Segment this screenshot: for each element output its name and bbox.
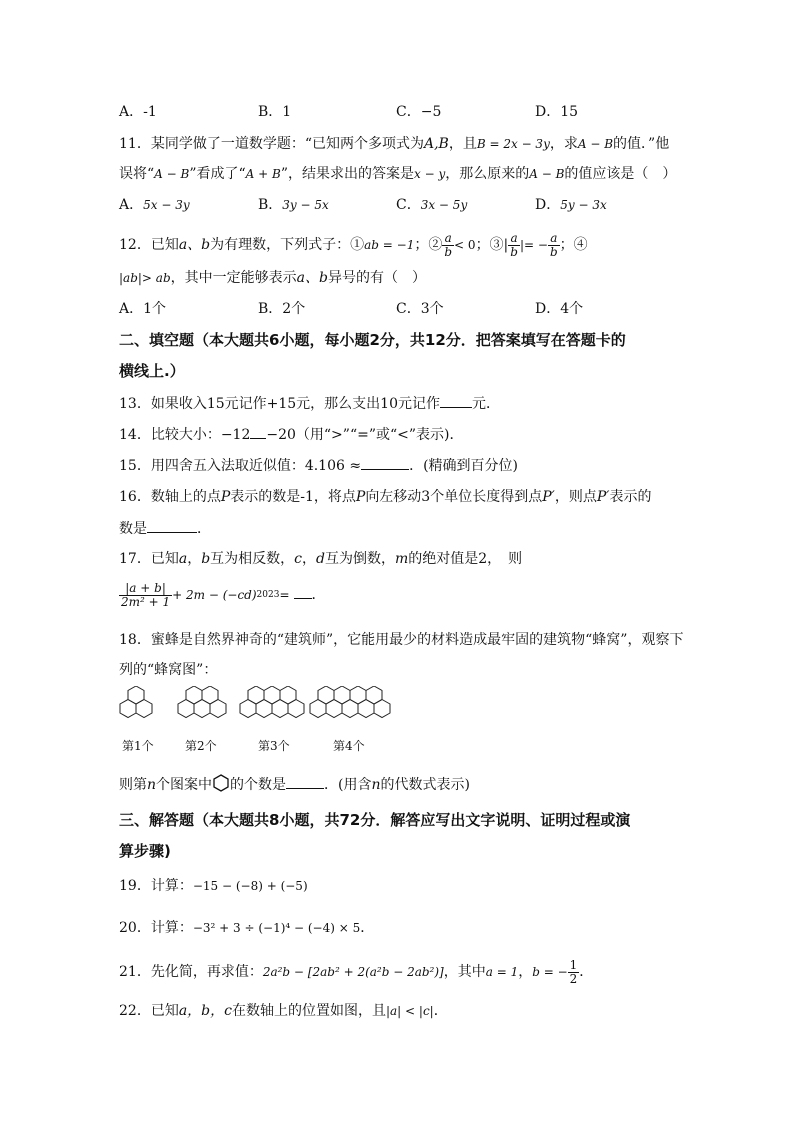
- q22-text: 在数轴上的位置如图，且: [231, 1003, 386, 1019]
- q17-text: ．: [311, 587, 326, 603]
- q16-text: 表示的数是-1，将点: [230, 489, 356, 505]
- q11-text: 的值．”他: [613, 136, 670, 152]
- q11-a-plus-b: A + B: [245, 167, 281, 181]
- q12-fraction: $\frac{a}{b}$: [510, 230, 518, 259]
- q14: [119, 424, 464, 445]
- q22-vars: a，b，c: [178, 1003, 232, 1019]
- q21-cond: b = −: [532, 965, 568, 979]
- q11-answer-expr: x − y: [414, 167, 446, 181]
- q13-text: 13．如果收入15元记作+15元，那么支出10元记作: [119, 396, 440, 412]
- q21-text: 21．先化简，再求值：: [119, 964, 263, 980]
- q12-line1: [119, 228, 588, 262]
- honeycomb-label-1: 第1个: [122, 739, 154, 753]
- q13: [119, 393, 500, 414]
- q11-option-d[interactable]: D．5y − 3x: [535, 197, 607, 213]
- q11-text: ，求: [549, 136, 578, 152]
- q21: [119, 955, 593, 989]
- q18-question: [119, 774, 470, 795]
- q18-n: n: [147, 777, 157, 793]
- q10-option-a[interactable]: A．-1: [119, 104, 157, 120]
- q18-text: ．(用含: [324, 777, 372, 793]
- hexagon-icon: [212, 774, 230, 792]
- q11-option-b[interactable]: B．3y − 5x: [258, 197, 329, 213]
- q18-line2: 列的“蜂窝图”：: [119, 662, 218, 678]
- q10-option-b[interactable]: B．1: [258, 104, 292, 120]
- q20-expr: −3² + 3 ÷ (−1)⁴ − (−4) × 5: [192, 921, 361, 935]
- honeycomb-figure-1: [120, 686, 152, 718]
- q16-text: 表示的: [609, 489, 652, 505]
- q11-text: ”看成了“: [189, 166, 246, 182]
- q14-text: −20（用“>”“=”或“<”表示)．: [266, 427, 464, 443]
- q12-expr-3: |= −: [519, 238, 548, 252]
- section3-heading: 三、解答题（本大题共8小题，共72分．解答应写出文字说明、证明过程或演: [119, 811, 631, 829]
- q18-line1: 18．蜜蜂是自然界神奇的“建筑师”，它能用最少的材料造成最牢固的建筑物“蜂窝”，观察下: [119, 632, 684, 648]
- q16-text: ．: [197, 521, 211, 537]
- q12-text: ，其中一定能够表示: [170, 270, 297, 286]
- q18-text: 的个数是: [230, 777, 287, 793]
- honeycomb-figure-3: [240, 686, 304, 718]
- q17-text: 互为相反数，: [210, 551, 295, 567]
- q12-text: ；④: [559, 237, 588, 253]
- q11-b-expr: B = 2x − 3y: [476, 137, 550, 151]
- q19-expr: −15 − (−8) + (−5): [192, 879, 308, 893]
- q22-text: ．: [433, 1003, 448, 1019]
- q20-text: ．: [360, 920, 375, 936]
- q12-fraction: $\frac{a}{b}$: [444, 230, 453, 259]
- q16-point: P: [220, 489, 231, 505]
- q11-option-c[interactable]: C．3x − 5y: [396, 197, 468, 213]
- answer-blank[interactable]: [250, 424, 266, 439]
- q21-expr: 2a²b − [2ab² + 2(a²b − 2ab²)]: [262, 965, 444, 979]
- q15-text: 15．用四舍五入法取近似值：4.106 ≈: [119, 458, 362, 474]
- section2-heading: 二、填空题（本大题共6小题，每小题2分，共12分．把答案填写在答题卡的: [119, 331, 626, 349]
- q11-line2: [119, 164, 676, 184]
- q18-n: n: [371, 777, 381, 793]
- q17-var: m: [394, 551, 409, 567]
- answer-blank[interactable]: [286, 774, 324, 789]
- q13-text: 元．: [472, 396, 500, 412]
- q12-text: 12．已知: [119, 237, 179, 253]
- q15-text: ．(精确到百分位): [409, 458, 519, 474]
- answer-blank[interactable]: [147, 518, 197, 533]
- q19: [119, 876, 308, 896]
- q11-text: ，且: [448, 136, 477, 152]
- q15: [119, 455, 518, 476]
- q22-cond: |a| < |c|: [385, 1004, 434, 1018]
- answer-blank[interactable]: [361, 455, 409, 470]
- honeycomb-figure-4: [310, 686, 390, 718]
- q11-a-minus-b: A − B: [154, 167, 190, 181]
- q22: [119, 1001, 448, 1021]
- q12-option-c[interactable]: C．3个: [396, 301, 444, 317]
- q11-a-minus-b: A − B: [577, 137, 614, 151]
- q17-equals: =: [279, 588, 290, 602]
- q16-point: P′: [596, 489, 610, 505]
- q20-text: 20．计算：: [119, 920, 193, 936]
- q11-text: 的值应该是（ ）: [564, 166, 677, 182]
- q12-text: ；②: [414, 237, 443, 253]
- q17-text: 互为倒数，: [324, 551, 395, 567]
- q21-text: ，: [518, 964, 533, 980]
- q16-text: 数是: [119, 521, 147, 537]
- q12-expr-1: ab = −1: [364, 238, 415, 252]
- q16-text: 16．数轴上的点: [119, 489, 221, 505]
- q11-text: ”，结果求出的答案是: [280, 166, 415, 182]
- q14-text: 14．比较大小：−12: [119, 427, 251, 443]
- q12-text: 为有理数，下列式子：①: [210, 237, 365, 253]
- honeycomb-label-3: 第3个: [258, 739, 290, 753]
- q16-point: P: [355, 489, 366, 505]
- q17-text: 的绝对值是2， 则: [408, 551, 523, 567]
- q11-ab: A,B: [423, 136, 449, 152]
- q21-text: ．: [579, 964, 594, 980]
- honeycomb-figure-2: [178, 686, 226, 718]
- q17-var: d: [316, 551, 325, 567]
- answer-blank[interactable]: [294, 584, 312, 599]
- q17-text: 17．已知: [119, 551, 179, 567]
- q16-line1: [119, 487, 651, 507]
- section3-heading-cont: 算步骤): [119, 842, 171, 860]
- q17-expr: + 2m − (−cd): [172, 588, 257, 602]
- q16-point: P′: [542, 489, 555, 505]
- q12-expr-2: < 0: [454, 238, 476, 252]
- q11-a-minus-b: A − B: [529, 167, 565, 181]
- q18-text: 的代数式表示): [380, 777, 470, 793]
- q16-line2: [119, 518, 211, 539]
- q17-var: a: [178, 551, 188, 567]
- q21-fraction: $\frac{1}{2}$: [569, 957, 578, 986]
- q11-line1: [119, 134, 669, 154]
- q12-text: ；③|: [475, 237, 509, 253]
- q12-vars: a、b: [178, 237, 211, 253]
- q17-formula: [119, 575, 326, 615]
- q11-text: 11．某同学做了一道数学题：“已知两个多项式为: [119, 136, 424, 152]
- q12-line2: [119, 268, 426, 288]
- q10-option-c[interactable]: C．−5: [396, 104, 442, 120]
- q17-text: ，: [187, 551, 202, 567]
- q17-var: c: [294, 551, 302, 567]
- q12-option-d[interactable]: D．4个: [535, 301, 584, 317]
- q12-option-a[interactable]: A．1个: [119, 301, 167, 317]
- q18-text: 则第: [119, 777, 147, 793]
- q16-text: 向左移动3个单位长度得到点: [365, 489, 543, 505]
- q17-line1: [119, 549, 522, 569]
- q21-text: ，其中: [443, 964, 486, 980]
- q17-exponent: 2023: [256, 590, 280, 600]
- q11-text: 误将“: [119, 166, 155, 182]
- honeycomb-label-4: 第4个: [333, 739, 365, 753]
- q12-vars: a、b: [296, 270, 328, 286]
- q19-text: 19．计算：: [119, 878, 193, 894]
- q17-fraction: $\frac{|a + b|}{\text{2m² + 1}}$: [121, 580, 171, 609]
- q21-cond: a = 1: [485, 965, 519, 979]
- q16-text: ，则点: [554, 489, 597, 505]
- q12-expr-4: |ab|> ab: [119, 271, 171, 285]
- q12-option-b[interactable]: B．2个: [258, 301, 306, 317]
- q18-text: 个图案中: [156, 777, 213, 793]
- q12-text: 异号的有（ ）: [327, 270, 426, 286]
- q17-var: b: [201, 551, 211, 567]
- section2-heading-cont: 横线上.）: [119, 362, 185, 380]
- q22-text: 22．已知: [119, 1003, 179, 1019]
- q11-option-a[interactable]: A．5x − 3y: [119, 197, 190, 213]
- answer-blank[interactable]: [440, 393, 472, 408]
- q10-option-d[interactable]: D．15: [535, 104, 579, 120]
- q12-fraction: $\frac{a}{b}$: [549, 230, 558, 259]
- q20: [119, 918, 374, 938]
- q17-text: ，: [302, 551, 316, 567]
- honeycomb-label-2: 第2个: [185, 739, 217, 753]
- q11-text: ，那么原来的: [445, 166, 530, 182]
